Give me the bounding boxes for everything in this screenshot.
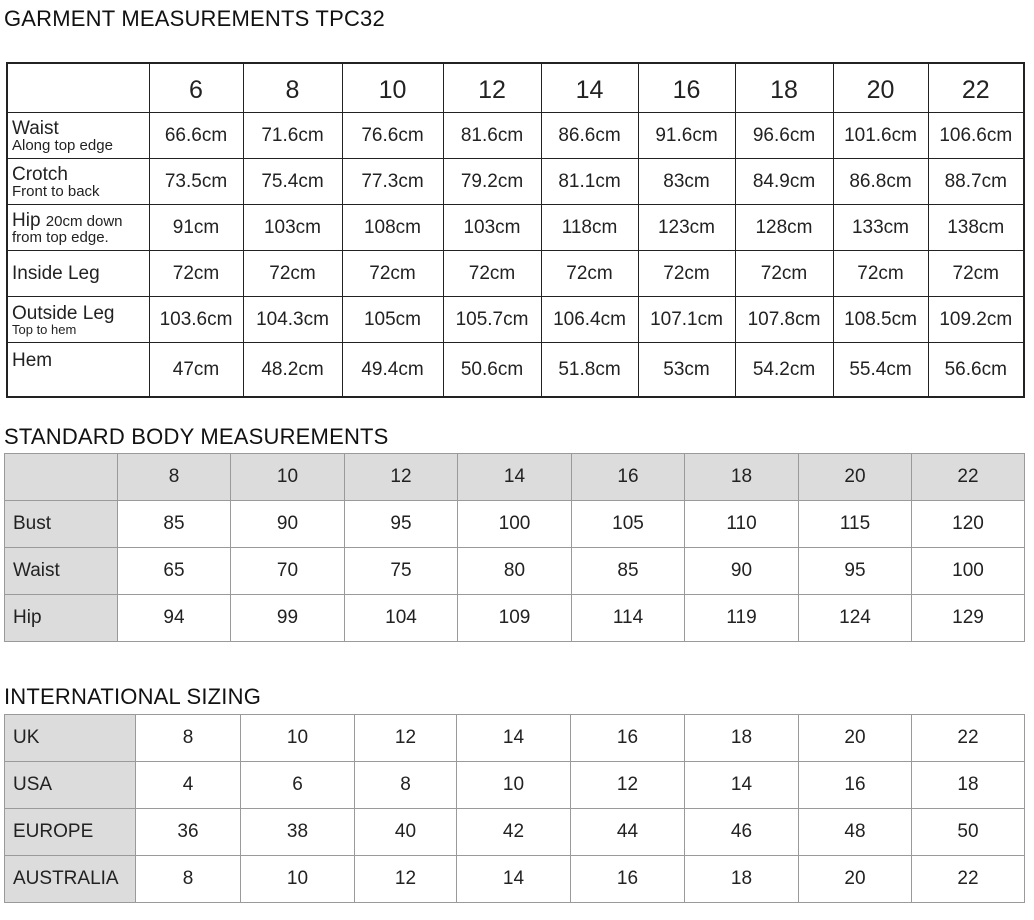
table-cell: 109.2cm — [928, 297, 1024, 343]
size-header: 8 — [243, 63, 342, 113]
size-header: 12 — [345, 454, 458, 501]
table-cell: 16 — [571, 856, 685, 903]
table-cell: 14 — [457, 856, 571, 903]
row-label-sub: Top to hem — [12, 321, 77, 337]
size-header: 12 — [443, 63, 541, 113]
table-cell: 72cm — [443, 251, 541, 297]
table-cell: 96.6cm — [735, 113, 833, 159]
row-label: UK — [5, 715, 136, 762]
row-label-main: Waist — [12, 117, 59, 139]
table-cell: 107.8cm — [735, 297, 833, 343]
size-header: 6 — [149, 63, 243, 113]
table-cell: 86.6cm — [541, 113, 638, 159]
size-header: 22 — [928, 63, 1024, 113]
garment-measurements-table — [6, 62, 1025, 398]
table-cell: 110 — [685, 501, 799, 548]
table-cell: 12 — [355, 715, 457, 762]
table-cell: 123cm — [638, 205, 735, 251]
table-cell: 99 — [231, 595, 345, 642]
row-label-sub: Front to back — [12, 182, 100, 200]
size-header: 18 — [735, 63, 833, 113]
table-cell: 114 — [572, 595, 685, 642]
table-cell: 18 — [912, 762, 1025, 809]
table-cell: 100 — [458, 501, 572, 548]
size-header: 10 — [231, 454, 345, 501]
table-row — [5, 715, 1025, 762]
table-cell: 95 — [799, 548, 912, 595]
table-cell: 105cm — [342, 297, 443, 343]
row-label-main — [12, 211, 149, 230]
table-cell: 72cm — [638, 251, 735, 297]
table-cell: 8 — [136, 856, 241, 903]
body-measurements-title: STANDARD BODY MEASUREMENTS — [4, 424, 389, 449]
row-label — [7, 251, 149, 297]
table-cell: 54.2cm — [735, 343, 833, 398]
table-cell: 115 — [799, 501, 912, 548]
table-cell: 8 — [355, 762, 457, 809]
table-cell: 46 — [685, 809, 799, 856]
row-label-main: Crotch — [12, 163, 68, 185]
table-cell: 75.4cm — [243, 159, 342, 205]
table-cell: 18 — [685, 856, 799, 903]
table-cell: 95 — [345, 501, 458, 548]
table-cell: 4 — [136, 762, 241, 809]
size-header: 8 — [118, 454, 231, 501]
table-cell: 118cm — [541, 205, 638, 251]
table-cell: 44 — [571, 809, 685, 856]
table-cell: 72cm — [833, 251, 928, 297]
table-cell: 91.6cm — [638, 113, 735, 159]
size-header: 18 — [685, 454, 799, 501]
row-label-main: Outside Leg — [12, 302, 115, 324]
table-cell: 72cm — [342, 251, 443, 297]
table-cell: 76.6cm — [342, 113, 443, 159]
table-cell: 108.5cm — [833, 297, 928, 343]
table-cell: 79.2cm — [443, 159, 541, 205]
table-cell: 83cm — [638, 159, 735, 205]
garment-header-row — [7, 63, 1024, 113]
table-cell: 72cm — [735, 251, 833, 297]
table-cell: 20 — [799, 715, 912, 762]
row-label — [7, 343, 149, 398]
table-cell: 86.8cm — [833, 159, 928, 205]
table-cell: 47cm — [149, 343, 243, 398]
table-cell: 120 — [912, 501, 1025, 548]
table-cell: 81.6cm — [443, 113, 541, 159]
row-label: EUROPE — [5, 809, 136, 856]
table-cell: 103cm — [443, 205, 541, 251]
table-cell: 20 — [799, 856, 912, 903]
size-header: 20 — [833, 63, 928, 113]
table-cell: 109 — [458, 595, 572, 642]
row-label-sub: Along top edge — [12, 136, 113, 154]
table-cell: 108cm — [342, 205, 443, 251]
table-cell: 72cm — [541, 251, 638, 297]
table-cell: 104.3cm — [243, 297, 342, 343]
table-cell: 56.6cm — [928, 343, 1024, 398]
table-cell: 48.2cm — [243, 343, 342, 398]
table-cell: 91cm — [149, 205, 243, 251]
row-label: Hip — [5, 595, 118, 642]
table-cell: 84.9cm — [735, 159, 833, 205]
table-cell: 73.5cm — [149, 159, 243, 205]
table-cell: 18 — [685, 715, 799, 762]
table-cell: 70 — [231, 548, 345, 595]
table-cell: 81.1cm — [541, 159, 638, 205]
table-cell: 106.6cm — [928, 113, 1024, 159]
size-header: 16 — [638, 63, 735, 113]
row-label: AUSTRALIA — [5, 856, 136, 903]
table-cell: 10 — [457, 762, 571, 809]
table-cell: 65 — [118, 548, 231, 595]
table-cell: 80 — [458, 548, 572, 595]
row-label — [7, 113, 149, 159]
table-cell: 42 — [457, 809, 571, 856]
table-row — [5, 856, 1025, 903]
table-cell: 14 — [457, 715, 571, 762]
row-label — [7, 205, 149, 251]
table-cell: 85 — [118, 501, 231, 548]
size-header: 14 — [458, 454, 572, 501]
size-header: 14 — [541, 63, 638, 113]
table-cell: 106.4cm — [541, 297, 638, 343]
size-header: 22 — [912, 454, 1025, 501]
table-cell: 10 — [241, 856, 355, 903]
table-cell: 72cm — [928, 251, 1024, 297]
table-cell: 94 — [118, 595, 231, 642]
table-cell: 36 — [136, 809, 241, 856]
table-cell: 105.7cm — [443, 297, 541, 343]
garment-title: GARMENT MEASUREMENTS TPC32 — [4, 6, 385, 31]
row-label: Bust — [5, 501, 118, 548]
size-header: 20 — [799, 454, 912, 501]
table-cell: 101.6cm — [833, 113, 928, 159]
table-cell: 90 — [685, 548, 799, 595]
table-row — [5, 501, 1025, 548]
table-cell: 55.4cm — [833, 343, 928, 398]
table-row — [7, 343, 1024, 398]
table-cell: 12 — [571, 762, 685, 809]
table-cell: 51.8cm — [541, 343, 638, 398]
table-cell: 129 — [912, 595, 1025, 642]
table-row — [5, 595, 1025, 642]
table-cell: 71.6cm — [243, 113, 342, 159]
body-measurements-table — [4, 453, 1025, 642]
corner-cell — [5, 454, 118, 501]
international-sizing-title: INTERNATIONAL SIZING — [4, 684, 262, 709]
row-label-main-text: Hip — [12, 209, 41, 231]
table-cell: 103cm — [243, 205, 342, 251]
table-cell: 100 — [912, 548, 1025, 595]
table-cell: 88.7cm — [928, 159, 1024, 205]
table-cell: 133cm — [833, 205, 928, 251]
corner-cell — [7, 63, 149, 113]
table-cell: 72cm — [149, 251, 243, 297]
table-cell: 40 — [355, 809, 457, 856]
table-row — [7, 251, 1024, 297]
table-cell: 72cm — [243, 251, 342, 297]
table-cell: 16 — [799, 762, 912, 809]
table-cell: 22 — [912, 856, 1025, 903]
table-cell: 75 — [345, 548, 458, 595]
table-cell: 49.4cm — [342, 343, 443, 398]
row-label-inline-note: 20cm down — [45, 212, 123, 230]
table-cell: 66.6cm — [149, 113, 243, 159]
table-cell: 124 — [799, 595, 912, 642]
body-header-row — [5, 454, 1025, 501]
row-label: USA — [5, 762, 136, 809]
table-cell: 8 — [136, 715, 241, 762]
table-cell: 128cm — [735, 205, 833, 251]
table-cell: 105 — [572, 501, 685, 548]
table-cell: 53cm — [638, 343, 735, 398]
international-sizing-table — [4, 714, 1025, 903]
size-header: 16 — [572, 454, 685, 501]
row-label — [7, 159, 149, 205]
table-cell: 10 — [241, 715, 355, 762]
table-cell: 50 — [912, 809, 1025, 856]
table-cell: 22 — [912, 715, 1025, 762]
table-cell: 85 — [572, 548, 685, 595]
table-cell: 16 — [571, 715, 685, 762]
table-cell: 138cm — [928, 205, 1024, 251]
table-row — [5, 809, 1025, 856]
table-row — [7, 297, 1024, 343]
row-label: Waist — [5, 548, 118, 595]
row-label-main: Inside Leg — [12, 263, 100, 284]
table-cell: 6 — [241, 762, 355, 809]
table-cell: 103.6cm — [149, 297, 243, 343]
table-cell: 90 — [231, 501, 345, 548]
table-cell: 50.6cm — [443, 343, 541, 398]
table-cell: 48 — [799, 809, 912, 856]
table-cell: 119 — [685, 595, 799, 642]
table-row — [7, 113, 1024, 159]
row-label-sub: from top edge. — [12, 228, 109, 246]
size-header: 10 — [342, 63, 443, 113]
table-row — [5, 762, 1025, 809]
table-cell: 38 — [241, 809, 355, 856]
row-label-main: Hem — [12, 350, 53, 371]
table-cell: 14 — [685, 762, 799, 809]
table-cell: 107.1cm — [638, 297, 735, 343]
row-label — [7, 297, 149, 343]
table-cell: 104 — [345, 595, 458, 642]
table-row — [5, 548, 1025, 595]
table-cell: 12 — [355, 856, 457, 903]
table-cell: 77.3cm — [342, 159, 443, 205]
table-row — [7, 205, 1024, 251]
table-row — [7, 159, 1024, 205]
